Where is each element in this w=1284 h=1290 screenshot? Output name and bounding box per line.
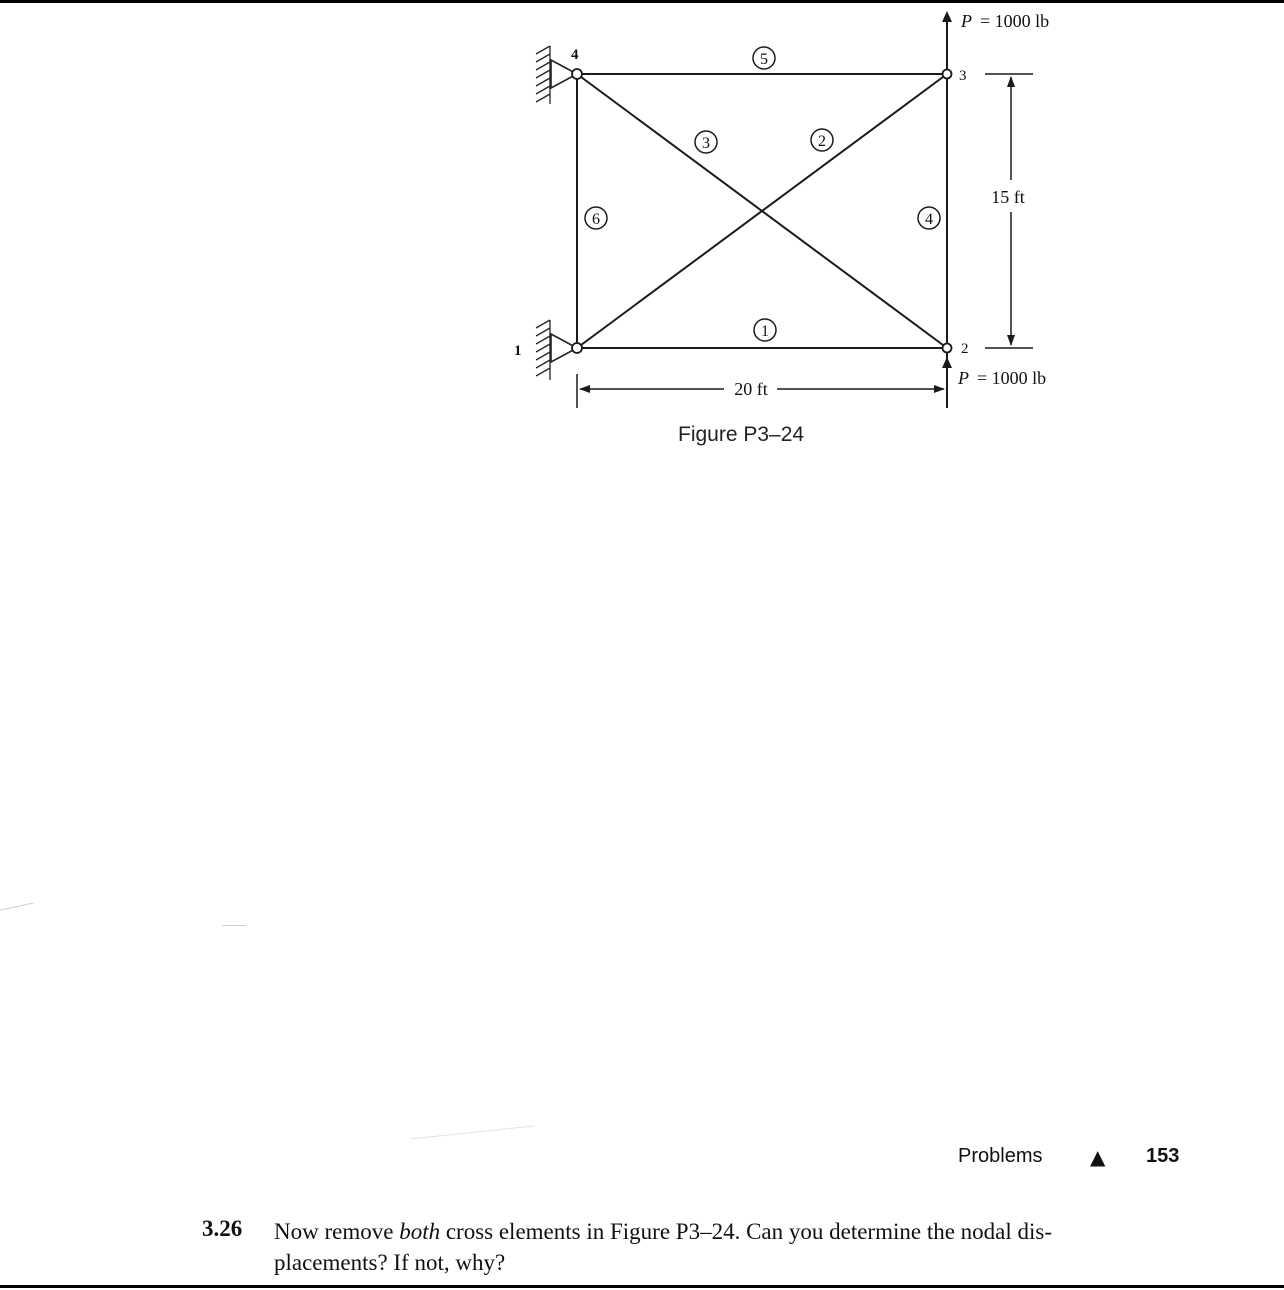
element-label-4: 4 xyxy=(925,211,933,228)
element-label-6: 6 xyxy=(592,211,600,228)
dimension-height-label: 15 ft xyxy=(991,187,1025,207)
node-label-2: 2 xyxy=(961,341,969,357)
dimension-width-label: 20 ft xyxy=(734,379,768,399)
element-label-1: 1 xyxy=(761,323,769,340)
problem-line1-part2: cross elements in Figure P3–24. Can you determine the nodal dis- xyxy=(440,1219,1053,1244)
load-top-value: = 1000 lb xyxy=(980,11,1050,31)
scan-smudge xyxy=(222,925,246,926)
problem-text xyxy=(274,1216,1204,1278)
problem-line-1 xyxy=(274,1216,1204,1247)
running-head-label: Problems xyxy=(958,1145,1043,1167)
bottom-rule xyxy=(0,1285,1284,1288)
node-label-3: 3 xyxy=(959,68,967,84)
figure-caption: Figure P3–24 xyxy=(678,423,805,446)
element-label-3: 3 xyxy=(702,135,710,152)
problem-line-2: placements? If not, why? xyxy=(274,1250,506,1275)
node-label-4: 4 xyxy=(571,47,579,63)
wall-support-node-1 xyxy=(536,320,577,380)
dimension-height-line xyxy=(985,74,1033,348)
problem-line1-part1: Now remove xyxy=(274,1219,400,1244)
element-label-5: 5 xyxy=(760,51,768,68)
node-1-pin xyxy=(572,343,582,353)
load-bottom-value: = 1000 lb xyxy=(977,368,1047,388)
problem-number: 3.26 xyxy=(202,1216,243,1241)
load-arrow-top xyxy=(942,11,952,74)
scan-smudge xyxy=(410,1125,534,1139)
truss-figure xyxy=(0,0,1284,470)
scan-smudge xyxy=(0,902,33,910)
load-top-symbol: P xyxy=(961,11,972,31)
element-label-2: 2 xyxy=(818,133,826,150)
node-3-pin xyxy=(943,70,952,79)
node-label-1: 1 xyxy=(514,343,522,359)
node-4-pin xyxy=(572,69,582,79)
problem-emphasis: both xyxy=(399,1219,441,1244)
running-head-triangle-icon: ▲ xyxy=(1090,1145,1106,1169)
node-2-pin xyxy=(943,344,952,353)
load-bottom-symbol: P xyxy=(958,368,969,388)
page-number: 153 xyxy=(1146,1145,1180,1167)
